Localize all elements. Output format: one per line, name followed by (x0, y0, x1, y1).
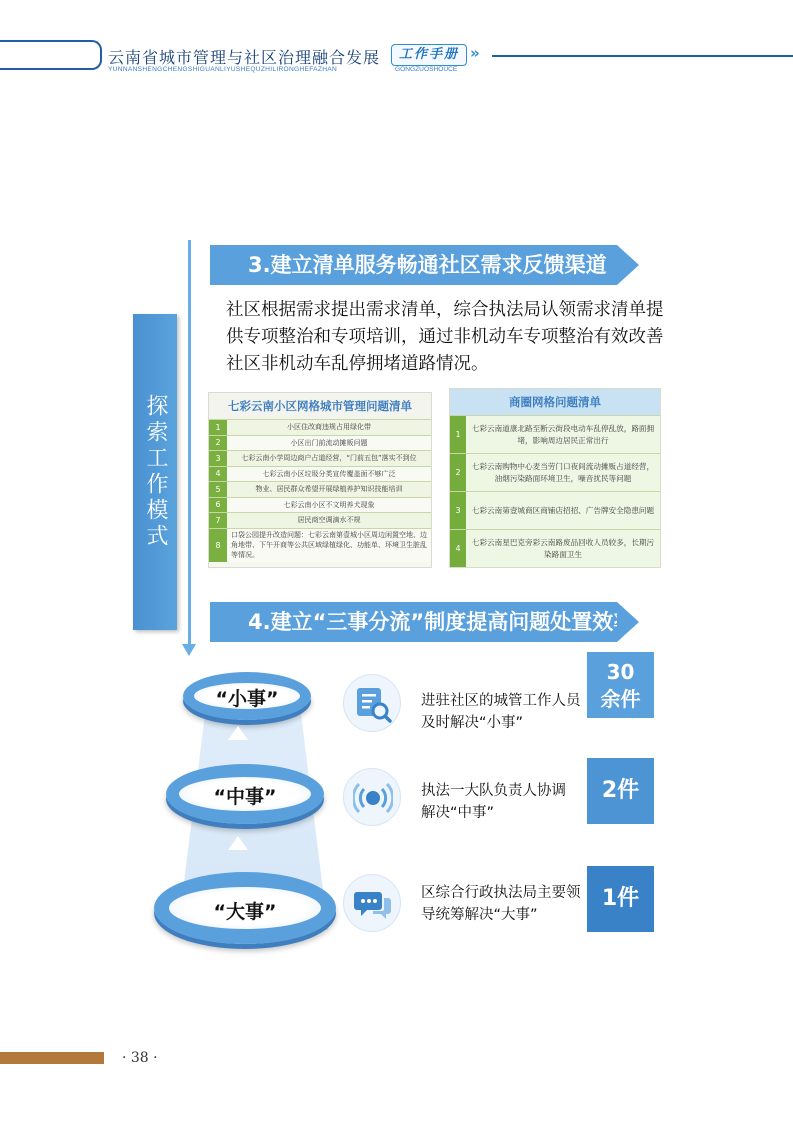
row-number: 6 (209, 498, 227, 513)
table-row (450, 453, 660, 491)
up-arrow-icon (228, 726, 248, 740)
row-number: 4 (209, 467, 227, 482)
row-number: 2 (450, 454, 466, 491)
table-row (209, 512, 431, 528)
row-number: 7 (209, 513, 227, 528)
row-text: 小区出门前流动摊贩问题 (290, 438, 368, 447)
row-number: 5 (209, 482, 227, 497)
table-row (209, 497, 431, 513)
major-matter-description: 区综合行政执法局主要领导统筹解决“大事” (421, 885, 581, 923)
row-text: 七彩云南小学周边商户占道经营，“门前五包”落实不到位 (241, 454, 417, 463)
table-row (450, 529, 660, 567)
chat-bubbles-icon (343, 874, 401, 932)
row-text: 七彩云南道康北路至断云街段电动车乱停乱放，路面拥堵，影响周边居民正常出行 (471, 423, 655, 445)
side-label-box (133, 314, 177, 630)
table-row (209, 450, 431, 466)
major-matter-count: 1件 (587, 866, 654, 932)
row-text: 物业、居民群众希望开展绿植养护知识技能培训 (255, 485, 403, 494)
header-badge: 工作手册 (391, 44, 467, 66)
small-matter-description: 进驻社区的城管工作人员及时解决“小事” (421, 693, 581, 731)
row-text: 口袋公园提升改造问题：七彩云南第壹城小区周边闲置空地、边角地带、下午开商等公共区域绿植绿化、功能单、环境卫生脏乱等情况。 (231, 531, 427, 559)
major-matter-label: “大事” (213, 901, 277, 923)
row-text: 七彩云南第壹城商区商铺店招招、广告牌安全隐患问题 (471, 505, 655, 515)
small-matter-count-number: 30 (606, 660, 635, 684)
row-text: 居民商空调滴水不规 (297, 516, 361, 525)
section-3-heading: 3.建立清单服务畅通社区需求反馈渠道 (210, 245, 617, 285)
footer-bar (0, 1052, 104, 1064)
section-3-paragraph: 社区根据需求提出需求清单，综合执法局认领需求清单提供专项整治和专项培训，通过非机动车专项整治有效改善社区非机动车乱停拥堵道路情况。 (226, 300, 664, 374)
header-title-pinyin: YUNNANSHENGCHENGSHIGUANLIYUSHEQUZHILIRONGHEFAZHAN (108, 66, 338, 73)
table-1-title: 七彩云南小区网格城市管理问题清单 (209, 393, 431, 419)
table-row (209, 528, 431, 562)
row-text: 七彩云南星巴克旁彩云南路废品回收人员较多，长期污染路面卫生 (471, 537, 655, 559)
row-number: 1 (450, 416, 466, 453)
row-text: 七彩云南小区垃圾分类宣传覆盖面不够广泛 (262, 469, 396, 478)
side-timeline-line (188, 240, 191, 646)
medium-matter-label: “中事” (213, 786, 277, 808)
row-number: 1 (209, 420, 227, 435)
table-row (209, 466, 431, 482)
section-4-heading: 4.建立“三事分流”制度提高问题处置效率 (210, 602, 617, 642)
broadcast-signal-icon (343, 768, 401, 826)
header-rule (492, 55, 793, 57)
down-arrow-icon (182, 644, 196, 656)
table-row (450, 415, 660, 453)
table-row (209, 481, 431, 497)
row-number: 8 (209, 529, 227, 562)
row-number: 3 (209, 451, 227, 466)
medium-matter-count: 2件 (587, 758, 654, 824)
table-row (209, 435, 431, 451)
table-2-title: 商圈网格问题清单 (450, 389, 660, 415)
row-text: 小区住改商违规占用绿化带 (287, 423, 371, 432)
business-district-issue-list-table (449, 388, 661, 568)
row-number: 4 (450, 530, 466, 567)
row-text: 七彩云南小区不文明养犬现象 (283, 500, 375, 509)
row-number: 2 (209, 436, 227, 451)
small-matter-count-unit: 余件 (600, 687, 641, 711)
row-text: 七彩云南购物中心麦当劳门口夜间流动摊贩占道经营，油烟污染路面环境卫生，噪音扰民等问题 (471, 461, 655, 483)
small-matter-count (587, 652, 654, 718)
page-number: · 38 · (122, 1050, 158, 1066)
header-badge-pinyin: GONGZUOSHOUCE (395, 66, 458, 73)
double-chevron-icon: » (470, 44, 480, 62)
header-tab-shape (0, 40, 102, 70)
medium-matter-description: 执法一大队负责人协调解决“中事” (421, 783, 566, 821)
table-row (450, 491, 660, 529)
document-search-icon (343, 674, 401, 732)
side-label: 探索工作模式 (143, 394, 168, 550)
header-title: 云南省城市管理与社区治理融合发展 (108, 48, 381, 67)
community-issue-list-table (208, 392, 432, 568)
row-number: 3 (450, 492, 466, 529)
small-matter-label: “小事” (215, 688, 279, 710)
table-row (209, 419, 431, 435)
up-arrow-icon (228, 836, 248, 850)
